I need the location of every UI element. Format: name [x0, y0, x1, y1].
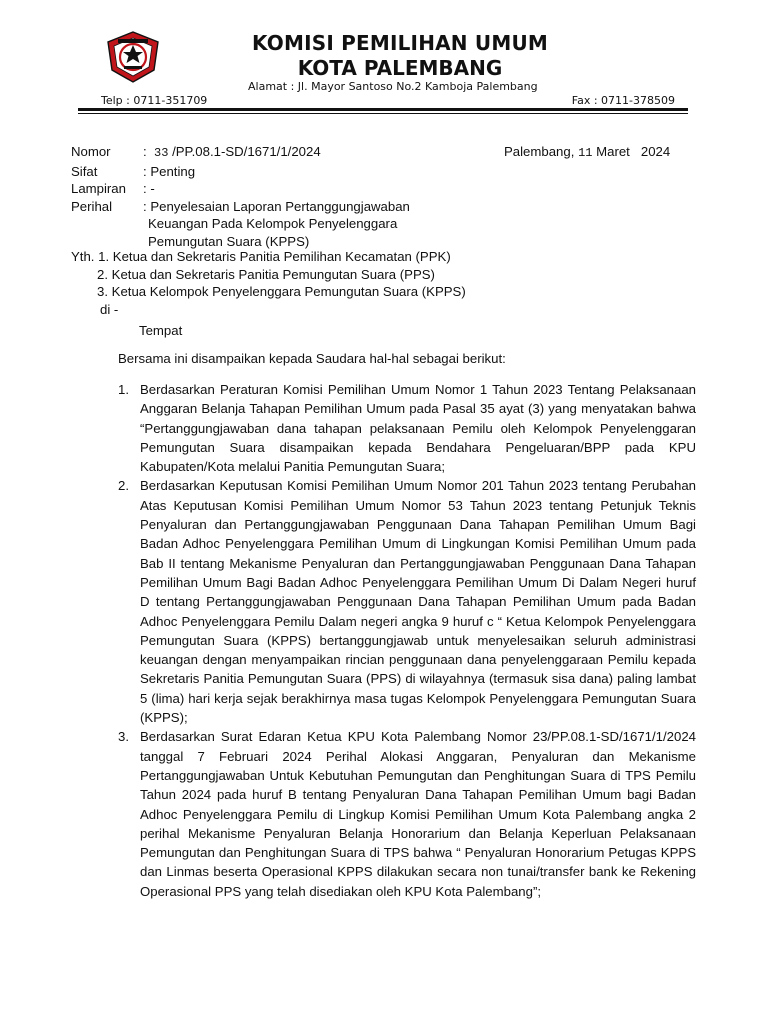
perihal-line-3: Pemungutan Suara (KPPS) [148, 233, 310, 249]
addressee-3: 3. Ketua Kelompok Penyelenggara Pemungutan Suara (KPPS) [97, 284, 466, 299]
lampiran-row [71, 180, 443, 198]
sifat-label: Sifat [71, 163, 98, 179]
perihal-row [71, 198, 443, 251]
org-name: KOMISI PEMILIHAN UMUM [251, 31, 548, 55]
body-intro: Bersama ini disampaikan kepada Saudara hal-hal sebagai berikut: [118, 351, 506, 366]
addressee-1: Yth. 1. Ketua dan Sekretaris Panitia Pemilihan Kecamatan (PPK) [71, 249, 451, 264]
point-number: 2. [118, 478, 129, 494]
body-points [118, 380, 698, 901]
addressee-2: 2. Ketua dan Sekretaris Panitia Pemungutan Suara (PPS) [97, 266, 435, 282]
org-fax: Fax : 0711-378509 [571, 94, 675, 107]
nomor-label: Nomor [71, 144, 111, 159]
date-city: Palembang, [504, 144, 575, 159]
org-city: KOTA PALEMBANG [297, 56, 503, 80]
kpu-logo [104, 30, 162, 84]
point-text: Berdasarkan Surat Edaran Ketua KPU Kota Palembang Nomor 23/PP.08.1-SD/1671/1/2024 tanggal 7 Februari 2024 Perihal Alokasi Anggaran, Penyaluran dan Mekanisme Pertanggungjawaban Untuk Kebutuhan Pemungutan dan Penghitungan Suara di TPS Pemilu Tahun 2024 pada huruf B tentang Penyaluran Dana Tahapan Pemilihan Umum bagi Badan Adhoc Penyelenggara Pemilu di Lingkup Komisi Pemilihan Umum Kota Palembang angka 2 perihal Mekanisme Penyaluran Belanja Honorarium dan Belanja Keperluan Pelaksanaan Pemungutan dan Penghitungan Suara di TPS bahwa “ Penyaluran Honorarium Petugas KPPS dan Linmas beserta Operasional KPPS dilakukan secara non tunai/transfer bank ke Rekening Operasional PPS yang telah disediakan oleh KPU Kota Palembang”; [140, 729, 696, 899]
point-text: Berdasarkan Keputusan Komisi Pemilihan Umum Nomor 201 Tahun 2023 tentang Perubahan Atas Keputusan Komisi Pemilihan Umum Nomor 53 Tahun 2023 tentang Petunjuk Teknis Penyaluran dan Pertanggungjawaban Penggunaan Dana Tahapan Pemilihan Umum Bagi Badan Adhoc Penyelenggara Pemilihan Umum di Lingkungan Komisi Pemilihan Umum pada Bab II tentang Mekanisme Penyaluran dan Pertanggungjawaban Penggunaan Dana Tahapan Pemilihan Umum Bagi Badan Adhoc Penyelenggara Pemilihan Umum Di Dalam Negeri huruf D tentang Pertanggungjawaban Penggunaan Dana Tahapan Pemilihan Umum pada Badan Adhoc Penyelenggara Pemilu Dalam negeri angka 9 huruf c “ Ketua Kelompok Penyelenggara Pemungutan Suara (KPPS) bertanggungjawab untuk menyelesaikan seluruh administrasi keuangan dengan menyampaikan rincian penggunaan dana penyelenggaraan Pemilu kepada Sekretaris Panitia Pemungutan Suara (PPS) di wilayahnya (termasuk sisa dana) paling lambat 5 (lima) hari kerja sejak berakhirnya masa tugas Kelompok Penyelenggara Pemungutan Suara (KPPS); [140, 478, 696, 726]
date-month: Maret [596, 144, 630, 159]
addressee-di: di - [100, 301, 119, 317]
addressee-tempat: Tempat [139, 323, 183, 338]
sifat-row [71, 163, 443, 181]
perihal-value [143, 198, 443, 251]
org-phone: Telp : 0711-351709 [101, 94, 208, 107]
nomor-code: /PP.08.1-SD/1671/1/2024 [172, 144, 321, 159]
nomor-row [71, 143, 443, 163]
org-address: Alamat : Jl. Mayor Santoso No.2 Kamboja Palembang [248, 80, 538, 93]
letter-meta [71, 143, 443, 250]
list-item [118, 727, 698, 901]
date-day: 11 [578, 146, 593, 160]
lampiran-label: Lampiran [71, 181, 126, 196]
perihal-line-2: Keuangan Pada Kelompok Penyelenggara [148, 216, 398, 231]
letterhead-rule-thick [78, 108, 688, 111]
sifat-value: : Penting [143, 163, 196, 179]
nomor-number: 33 [154, 146, 169, 160]
list-item [118, 380, 698, 476]
nomor-separator: : [143, 144, 147, 159]
nomor-value [143, 143, 443, 163]
letterhead-rule-thin [78, 113, 688, 114]
letter-date [504, 143, 670, 163]
perihal-line-1: : Penyelesaian Laporan Pertanggungjawaban [143, 198, 410, 214]
addressee-block [71, 248, 466, 340]
perihal-label: Perihal [71, 198, 113, 214]
point-number: 1. [118, 382, 129, 397]
point-text: Berdasarkan Peraturan Komisi Pemilihan Umum Nomor 1 Tahun 2023 Tentang Pelaksanaan Anggaran Belanja Tahapan Pemilihan Umum pada Pasal 35 ayat (3) yang menyatakan bahwa “Pertanggungjawaban dana tahapan pelaksanaan Pemilu oleh Kelompok Penyelenggaran Pemungutan Suara disampaikan kepada Bendahara Pengeluaran/BPP pada KPU Kabupaten/Kota melalui Panitia Pemungutan Suara; [140, 382, 696, 475]
lampiran-value: : - [143, 181, 155, 196]
list-item [118, 476, 698, 727]
point-number: 3. [118, 729, 129, 745]
date-year: 2024 [640, 144, 671, 159]
